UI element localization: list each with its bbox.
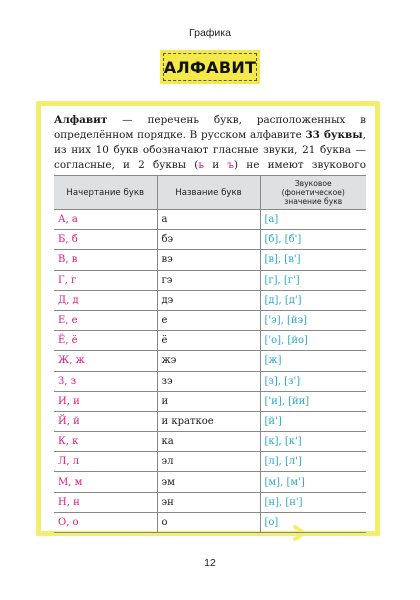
sound-value-cell: [л], [л'] xyxy=(260,452,366,472)
letter-name-cell: зэ xyxy=(157,371,260,391)
table-row xyxy=(54,250,366,270)
sound-value-cell: [б], [б'] xyxy=(260,230,366,250)
table-header-row xyxy=(54,176,366,210)
letter-name-cell: о xyxy=(157,512,260,532)
sound-value-cell: [н], [н'] xyxy=(260,492,366,512)
table-row xyxy=(54,270,366,290)
header-letter-forms: Начертание букв xyxy=(54,176,157,210)
table-row xyxy=(54,371,366,391)
table-row xyxy=(54,290,366,310)
letter-forms-cell: Ё, ё xyxy=(54,331,157,351)
letter-name-cell: вэ xyxy=(157,250,260,270)
table-row xyxy=(54,512,366,532)
sound-value-cell: [к], [к'] xyxy=(260,432,366,452)
letter-forms-cell: М, м xyxy=(54,472,157,492)
letter-forms-cell: И, и xyxy=(54,391,157,411)
letter-name-cell: гэ xyxy=(157,270,260,290)
letter-name-cell: эн xyxy=(157,492,260,512)
letter-name-cell: а xyxy=(157,210,260,230)
letter-name-cell: бэ xyxy=(157,230,260,250)
letter-forms-cell: Г, г xyxy=(54,270,157,290)
sound-value-cell: [ж] xyxy=(260,351,366,371)
letter-forms-cell: Ж, ж xyxy=(54,351,157,371)
table-row xyxy=(54,391,366,411)
sound-value-cell: [з], [з'] xyxy=(260,371,366,391)
letter-forms-cell: Й, й xyxy=(54,411,157,431)
table-row xyxy=(54,351,366,371)
sound-value-cell: [о] xyxy=(260,512,366,532)
letter-name-cell: ка xyxy=(157,432,260,452)
letter-forms-cell: О, о xyxy=(54,512,157,532)
letter-name-cell: эм xyxy=(157,472,260,492)
intro-text-3: ) не имеют звукового xyxy=(234,159,366,171)
letter-name-cell: ё xyxy=(157,331,260,351)
chapter-heading: АЛФАВИТ xyxy=(163,57,257,77)
sound-value-cell: ['и], [йи] xyxy=(260,391,366,411)
letter-name-cell: дэ xyxy=(157,290,260,310)
letter-forms-cell: В, в xyxy=(54,250,157,270)
letter-forms-cell: А, а xyxy=(54,210,157,230)
letter-name-cell: эл xyxy=(157,452,260,472)
table-row xyxy=(54,331,366,351)
letter-count: 33 буквы xyxy=(305,129,363,141)
sound-value-cell: [а] xyxy=(260,210,366,230)
table-row xyxy=(54,432,366,452)
hard-sign: ъ xyxy=(227,159,235,171)
sound-value-cell: [г], [г'] xyxy=(260,270,366,290)
intro-conj: и xyxy=(203,159,228,171)
header-sound-values: Звуковое (фонетическое) значение букв xyxy=(260,176,366,210)
header-letter-names: Название букв xyxy=(157,176,260,210)
sound-value-cell: [й'] xyxy=(260,411,366,431)
letter-name-cell: и краткое xyxy=(157,411,260,431)
table-row xyxy=(54,452,366,472)
sound-value-cell: [м], [м'] xyxy=(260,472,366,492)
letter-name-cell: и xyxy=(157,391,260,411)
letter-forms-cell: Д, д xyxy=(54,290,157,310)
letter-name-cell: е xyxy=(157,310,260,330)
letter-forms-cell: Е, е xyxy=(54,310,157,330)
table-row xyxy=(54,472,366,492)
letter-forms-cell: Н, н xyxy=(54,492,157,512)
intro-text-1: — перечень букв, расположенных в определённом порядке. В русском алфавите xyxy=(54,114,366,141)
table-row xyxy=(54,210,366,230)
sound-value-cell: ['о], [йо] xyxy=(260,331,366,351)
sound-value-cell: ['э], [йэ] xyxy=(260,310,366,330)
sound-value-cell: [д], [д'] xyxy=(260,290,366,310)
section-title: Графика xyxy=(189,27,231,39)
table-row xyxy=(54,492,366,512)
letter-forms-cell: Б, б xyxy=(54,230,157,250)
intro-text-2: , из них 10 букв обозначают гласные звуки, 21 буква — согласные, и 2 буквы ( xyxy=(54,129,366,171)
letter-name-cell: жэ xyxy=(157,351,260,371)
soft-sign: ь xyxy=(198,159,204,171)
letter-forms-cell: К, к xyxy=(54,432,157,452)
alphabet-table-body xyxy=(54,210,366,533)
term-alphabet: Алфавит xyxy=(54,114,108,126)
sound-value-cell: [в], [в'] xyxy=(260,250,366,270)
letter-forms-cell: З, з xyxy=(54,371,157,391)
table-row xyxy=(54,411,366,431)
table-row xyxy=(54,230,366,250)
chapter-heading-box xyxy=(160,50,260,84)
table-row xyxy=(54,310,366,330)
page-number: 12 xyxy=(204,557,216,569)
letter-forms-cell: Л, л xyxy=(54,452,157,472)
alphabet-table xyxy=(54,175,366,533)
